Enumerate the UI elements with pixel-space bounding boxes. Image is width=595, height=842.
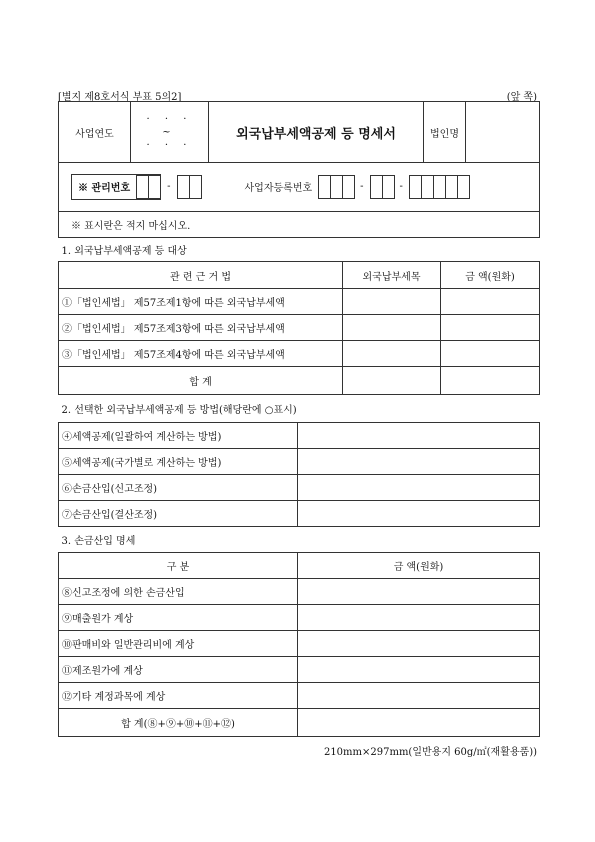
- col-tax-header: 외국납부세목: [343, 262, 441, 289]
- top-header-table: [58, 101, 540, 163]
- section1-table: [58, 238, 540, 396]
- mgmt-number-part2[interactable]: [177, 175, 201, 199]
- paper-spec-footer: 210mm×297mm(일반용지 60g/㎡(재활용품)): [323, 747, 537, 758]
- section3-table: [58, 527, 540, 738]
- biz-dash-1: -: [360, 181, 364, 193]
- year-end-dots: · · ·: [146, 139, 193, 151]
- section3-total-label: 합 계(⑧+⑨+⑩+⑪+⑫): [59, 709, 298, 737]
- deduction-row-8: ⑧신고조정에 의한 손금산입: [59, 579, 298, 605]
- form-reference: [별지 제8호서식 부표 5의2]: [58, 92, 182, 103]
- biz-dash-2: -: [399, 181, 403, 193]
- section2-table: [58, 395, 540, 527]
- method-row-7: ⑦손금산입(결산조정): [59, 500, 298, 526]
- amount-field-3[interactable]: [441, 341, 540, 367]
- biz-reg-part3[interactable]: [409, 175, 469, 199]
- section3-heading: 3. 손금산입 명세: [59, 527, 540, 553]
- amount-field-2[interactable]: [441, 315, 540, 341]
- year-tilde: ~: [162, 126, 177, 138]
- amount-total-field[interactable]: [441, 367, 540, 395]
- deduction-amount-10[interactable]: [298, 631, 540, 657]
- mgmt-number-part1[interactable]: [136, 175, 160, 199]
- tax-item-total-field[interactable]: [343, 367, 441, 395]
- amount-field-1[interactable]: [441, 289, 540, 315]
- method-select-6[interactable]: [298, 474, 540, 500]
- id-table: [58, 163, 540, 238]
- method-row-6: ⑥손금산입(신고조정): [59, 474, 298, 500]
- tax-form: [58, 101, 540, 737]
- col-basis-header: 관 련 근 거 법: [59, 262, 343, 289]
- biz-reg-label: 사업자등록번호: [244, 183, 313, 195]
- tax-item-field-2[interactable]: [343, 315, 441, 341]
- basis-row-1: ①「법인세법」 제57조제1항에 따른 외국납부세액: [59, 289, 343, 315]
- biz-reg-part2[interactable]: [370, 175, 394, 199]
- year-start-dots: · · ·: [146, 113, 193, 125]
- year-label: 사업연도: [59, 102, 131, 163]
- deduction-amount-11[interactable]: [298, 657, 540, 683]
- section1-total-label: 합 계: [59, 367, 343, 395]
- method-row-5: ⑤세액공제(국가별로 계산하는 방법): [59, 448, 298, 474]
- corp-name-field[interactable]: [466, 102, 540, 163]
- method-select-5[interactable]: [298, 448, 540, 474]
- deduction-row-10: ⑩판매비와 일반관리비에 계상: [59, 631, 298, 657]
- tax-item-field-1[interactable]: [343, 289, 441, 315]
- col-category-header: 구 분: [59, 553, 298, 579]
- mgmt-dash: -: [167, 181, 171, 193]
- biz-reg-part1[interactable]: [318, 175, 354, 199]
- method-row-4: ④세액공제(일괄하여 계산하는 방법): [59, 422, 298, 448]
- deduction-row-11: ⑪제조원가에 계상: [59, 657, 298, 683]
- corp-name-label: 법인명: [424, 102, 466, 163]
- section2-heading: 2. 선택한 외국납부세액공제 등 방법(해당란에 ○표시): [59, 395, 540, 422]
- deduction-amount-9[interactable]: [298, 605, 540, 631]
- col-amount-header-3: 금 액(원화): [298, 553, 540, 579]
- instruction-note: ※ 표시란은 적지 마십시오.: [59, 211, 540, 237]
- deduction-amount-12[interactable]: [298, 683, 540, 709]
- basis-row-3: ③「법인세법」 제57조제4항에 따른 외국납부세액: [59, 341, 343, 367]
- deduction-total-field[interactable]: [298, 709, 540, 737]
- col-amount-header: 금 액(원화): [441, 262, 540, 289]
- deduction-amount-8[interactable]: [298, 579, 540, 605]
- section1-heading: 1. 외국납부세액공제 등 대상: [59, 238, 540, 262]
- business-year-field[interactable]: [131, 102, 209, 163]
- method-select-4[interactable]: [298, 422, 540, 448]
- method-select-7[interactable]: [298, 500, 540, 526]
- deduction-row-9: ⑨매출원가 계상: [59, 605, 298, 631]
- deduction-row-12: ⑫기타 계정과목에 계상: [59, 683, 298, 709]
- mgmt-number-label: ※ 관리번호: [78, 183, 131, 195]
- tax-item-field-3[interactable]: [343, 341, 441, 367]
- form-title: 외국납부세액공제 등 명세서: [209, 102, 424, 163]
- page-side-label: (앞 쪽): [506, 92, 537, 103]
- basis-row-2: ②「법인세법」 제57조제3항에 따른 외국납부세액: [59, 315, 343, 341]
